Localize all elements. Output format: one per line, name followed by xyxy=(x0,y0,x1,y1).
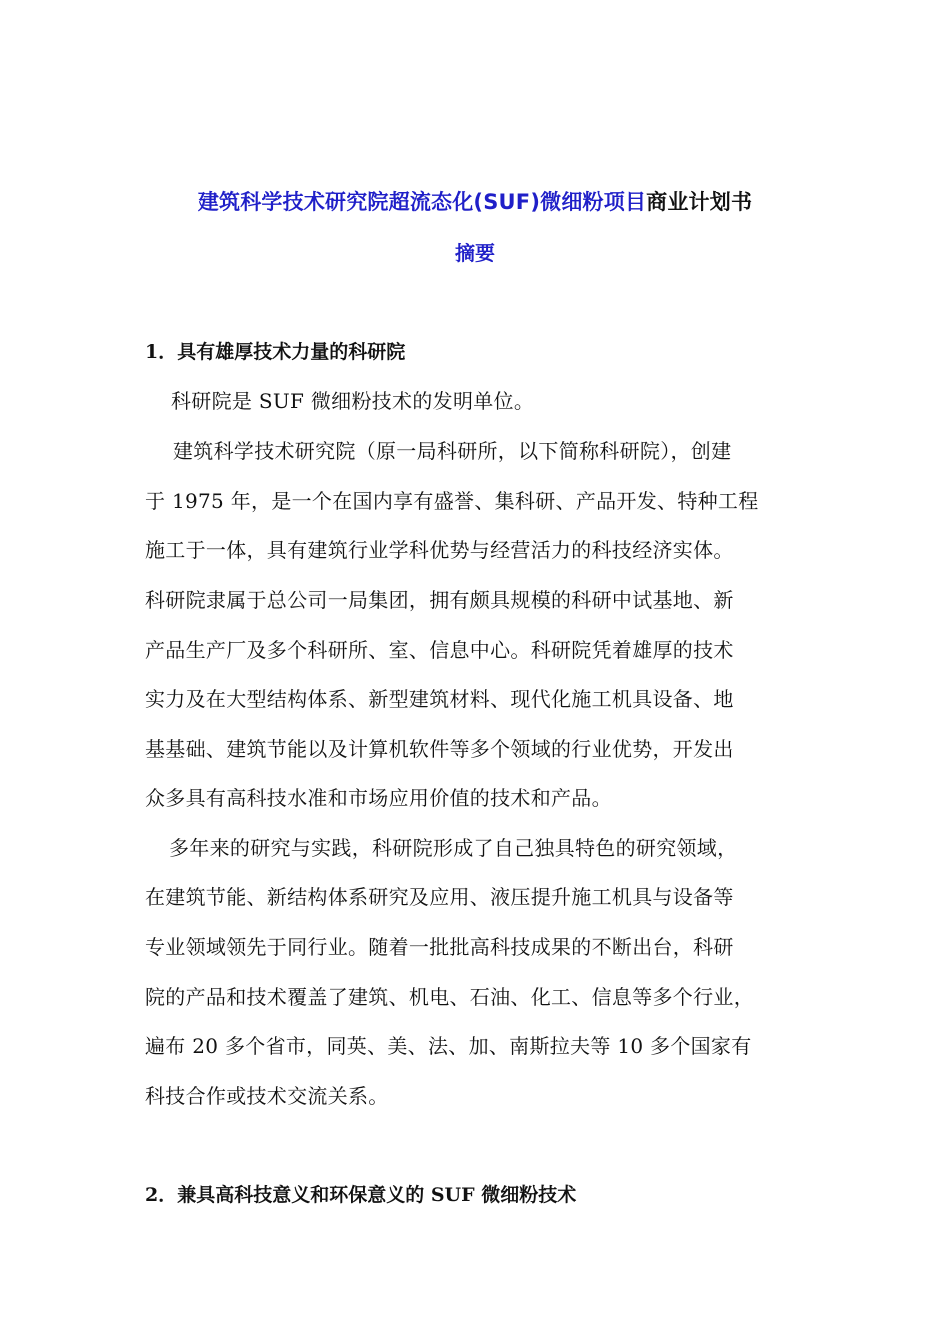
paragraph-line: 施工于一体，具有建筑行业学科优势与经营活力的科技经济实体。 xyxy=(145,538,734,562)
paragraph-line: 产品生产厂及多个科研所、室、信息中心。科研院凭着雄厚的技术 xyxy=(145,638,734,662)
title-project-name: 建筑科学技术研究院超流态化(SUF)微细粉项目 xyxy=(197,190,647,214)
paragraph-line: 院的产品和技术覆盖了建筑、机电、石油、化工、信息等多个行业， xyxy=(145,985,754,1009)
paragraph-line: 建筑科学技术研究院（原一局科研所，以下简称科研院），创建 xyxy=(173,439,732,463)
paragraph-line: 遍布 20 多个省市，同英、美、法、加、南斯拉夫等 10 多个国家有 xyxy=(145,1034,752,1058)
paragraph-line: 基基础、建筑节能以及计算机软件等多个领域的行业优势，开发出 xyxy=(145,737,734,761)
paragraph-line: 专业领域领先于同行业。随着一批批高科技成果的不断出台，科研 xyxy=(145,935,734,959)
paragraph-line: 在建筑节能、新结构体系研究及应用、液压提升施工机具与设备等 xyxy=(145,885,734,909)
paragraph-line: 科研院是 SUF 微细粉技术的发明单位。 xyxy=(171,389,535,413)
paragraph-line: 科技合作或技术交流关系。 xyxy=(145,1084,389,1108)
paragraph-line: 多年来的研究与实践，科研院形成了自己独具特色的研究领域， xyxy=(169,836,738,860)
abstract-heading: 摘要 xyxy=(455,241,495,265)
title-plan-label: 商业计划书 xyxy=(646,190,753,214)
paragraph-line: 实力及在大型结构体系、新型建筑材料、现代化施工机具设备、地 xyxy=(145,687,734,711)
paragraph-line: 于 1975 年，是一个在国内享有盛誉、集科研、产品开发、特种工程 xyxy=(145,489,759,513)
document-title xyxy=(0,187,950,217)
section-2-heading: 2．兼具高科技意义和环保意义的 SUF 微细粉技术 xyxy=(145,1184,577,1206)
paragraph-line: 科研院隶属于总公司一局集团，拥有颇具规模的科研中试基地、新 xyxy=(145,588,734,612)
section-1-heading: 1．具有雄厚技术力量的科研院 xyxy=(145,341,406,363)
paragraph-line: 众多具有高科技水准和市场应用价值的技术和产品。 xyxy=(145,786,612,810)
